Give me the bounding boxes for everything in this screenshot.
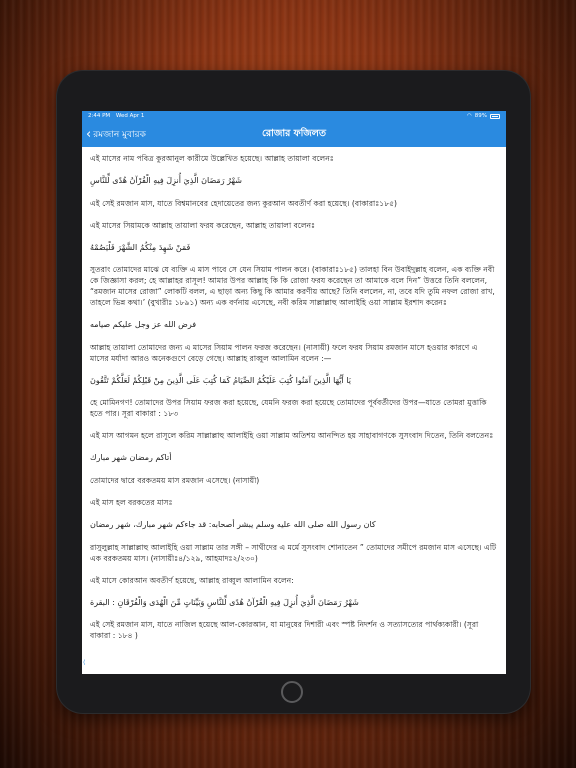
battery-icon — [490, 114, 500, 119]
paragraph-text: তোমাদের দ্বারে বরকতময় মাস রমজান এসেছে। (নাসায়ী) — [90, 475, 260, 485]
arabic-verse: فَمَنْ شَهِدَ مِنْكُمُ الشَّهْرَ فَلْيَصُمْهُ — [90, 242, 191, 252]
status-date: Wed Apr 1 — [115, 113, 145, 119]
arabic-verse: شَهْرُ رَمَضَانَ الَّذِيَ أُنزِلَ فِيهِ الْقُرْآنُ هُدًى لِّلنَّاسِ — [90, 176, 242, 185]
arabic-verse: كان رسول الله صلى الله عليه وسلم يبشر أصحابه: قد جاءكم شهر مبارك، شهر رمضان — [90, 519, 376, 529]
back-button-label: রমজান মুবারক — [93, 129, 146, 140]
battery-percent: 89% — [474, 113, 487, 119]
status-right — [467, 113, 500, 119]
arabic-verse: شَهْرُ رَمَضَانَ الَّذِيَ أُنزِلَ فِيهِ الْقُرْآنُ هُدًى لِّلنَّاسِ وَبَيِّنَاتٍ مِّنَ الْهُدَى وَالْفُرْقَانِ : البقرة — [90, 597, 359, 607]
back-button[interactable] — [86, 121, 146, 147]
wifi-icon: ◠ — [466, 113, 472, 119]
paragraph-text: এই মাসের সিয়ামকে আল্লাহ তায়ালা ফরয করেছেন, আল্লাহ তায়ালা বলেনঃ — [90, 220, 316, 230]
home-button[interactable] — [281, 681, 303, 703]
paragraph-text: এই মাস হল বরকতের মাসঃ — [90, 497, 173, 507]
paragraph-text: এই মাসে কোরআন অবতীর্ণ হয়েছে, আল্লাহ রাব্বুল আলামিন বলেন: — [90, 575, 294, 585]
tablet-frame — [57, 71, 530, 713]
scroll-indicator: ⟨ — [83, 659, 86, 667]
arabic-verse: أتاكم رمضان شهر مبارك — [90, 453, 172, 463]
status-time: 2:44 PM — [88, 113, 111, 119]
paragraph-text: এই সেই রমজান মাস, যাতে নাজিল হয়েছে আল-কোরআন, যা মানুষের দিশারী এবং স্পষ্ট নিদর্শন ও সত্যাসত্যের পার্থক্যকারী। (সূরা বাকারা : ১৮৪ ) — [90, 620, 479, 641]
status-left — [88, 113, 148, 119]
paragraph-text: আল্লাহ তায়ালা তোমাদের জন্য এ মাসের সিয়াম পালন ফরজ করেছেন। (নাসায়ী) ফলে ফরয সিয়াম রমজান মাসে হওয়ার কারণে এ মাসের মর্যাদা আরও অনেকগুণে বেড়ে গেছে। আল্লাহ রাব্বুল আলামিন বলেন :— — [90, 342, 478, 363]
navigation-bar — [82, 121, 506, 147]
paragraph-text: সুতরাং তোমাদের মাঝে যে ব্যক্তি এ মাস পাবে সে যেন সিয়াম পালন করে। (বাকারাঃ১৮৫) তালহা বিন উবাইদুল্লাহ বলেন, এক ব্যক্তি নবী কে জিজ্ঞাসা করল; হে আল্লাহর রাসূল! আমার উপর আল্লাহ কি কি রোজা ফরয করেছেন তা আমাকে বলে দিন” উত্তরে তিনি বললেন, “রমজান মাসের রোজা” লোকটি বলল, এ ছাড়া অন্য কিছু কি আমার করণীয় আছে? তিনি বললেন, না, তবে যদি তুমি নফল রোজা রাখ, তাহলে ভিন্ন কথা।’ (বুখারীঃ ১৮৯১) অন্য এক বর্ণনায় এসেছে, নবী করিম সাল্লাল্লাহু আলাইহি ওয়া সাল্লাম ইরশাদ করেনঃ — [90, 265, 495, 308]
chevron-left-icon: ‹ — [86, 126, 92, 142]
paragraph-text: এই মাসের নাম পবিত্র কুরআনুল কারীমে উল্লেখিত হয়েছে। আল্লাহ তায়ালা বলেনঃ — [90, 154, 334, 163]
paragraph-text: হে মোমিনগণ! তোমাদের উপর সিয়াম ফরজ করা হয়েছে, যেমনি ফরজ করা হয়েছে তোমাদের পূর্ববর্তীদের উপর—যাতে তোমরা মুত্তাকি হতে পার। সূরা বাকারা : ১৮৩ — [90, 398, 487, 419]
page-title: রোজার ফজিলত — [262, 127, 326, 139]
app-screen — [82, 111, 506, 674]
article-content[interactable] — [82, 147, 506, 674]
arabic-verse: فرض الله عز وجل عليكم صيامه — [90, 320, 197, 330]
paragraph-text: এই সেই রমজান মাস, যাতে বিশ্বমানবের হেদায়েতের জন্য কুরআন অবতীর্ণ করা হয়েছে। (বাকারাঃ১৮৫) — [90, 198, 398, 208]
status-bar — [82, 111, 506, 121]
paragraph-text: এই মাস আগমন হলে রাসূলে করিম সাল্লাল্লাহু আলাইহি ওয়া সাল্লাম অতিশয় আনন্দিত হয় সাহাবাগণকে সুসংবাদ দিতেন, তিনি বলতেনঃ — [90, 431, 494, 441]
arabic-verse: يَا أَيُّهَا الَّذِينَ آمَنُوا كُتِبَ عَلَيْكُمُ الصِّيَامُ كَمَا كُتِبَ عَلَى الَّذِينَ مِنْ قَبْلِكُمْ لَعَلَّكُمْ تَتَّقُونَ — [90, 375, 351, 385]
paragraph-text: রাসুলুল্লাহ সাল্লাল্লাহু আলাইহি ওয়া সাল্লাম তার সঙ্গী – সাথীদের এ মর্মে সুসংবাদ শোনাতেন ” তোমাদের সমীপে রমজান মাস এসেছে। এটি এক বরকতময় মাস। (নাসায়ীঃ৪/১২৯, আহমাদঃ২/২৩০) — [90, 542, 497, 563]
